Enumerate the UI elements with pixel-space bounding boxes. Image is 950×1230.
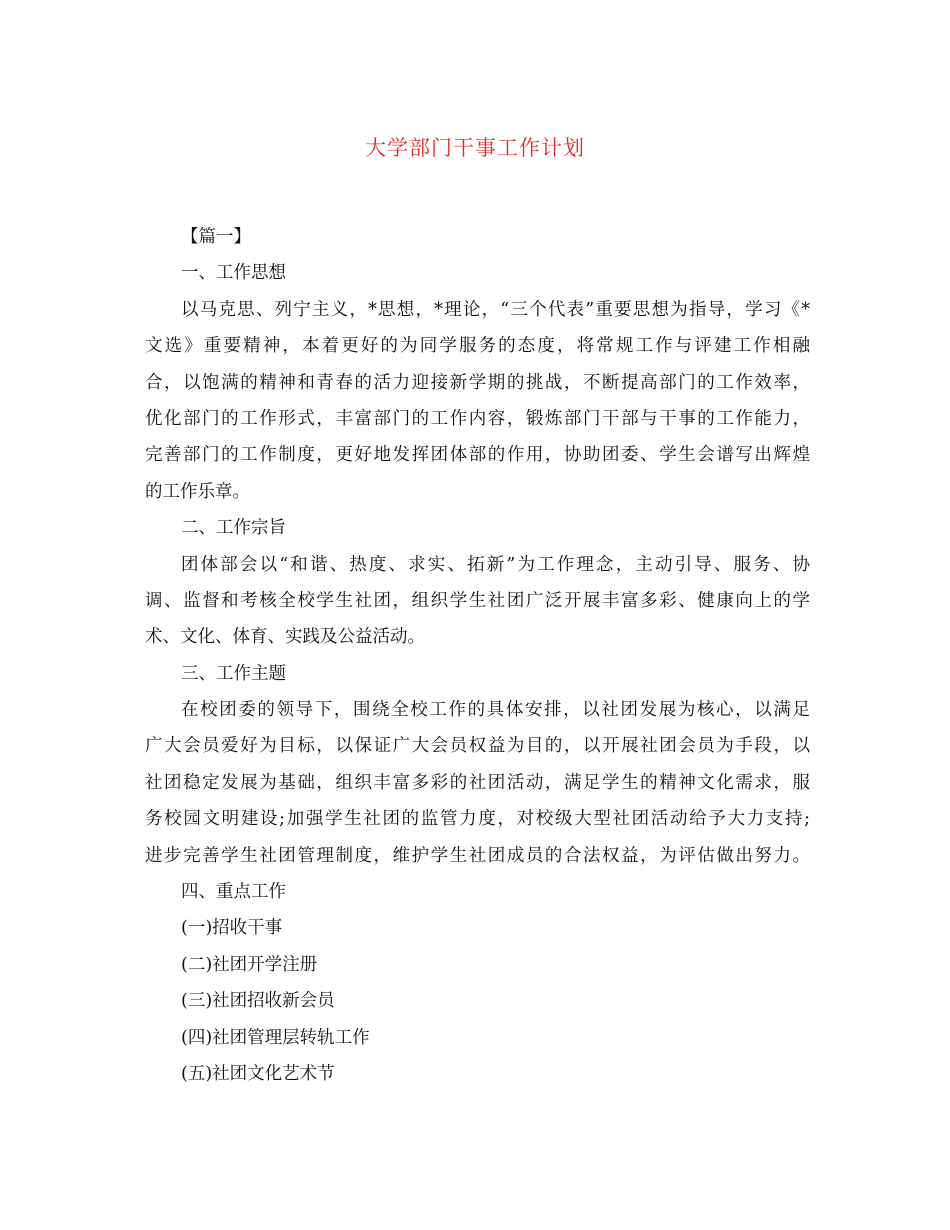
section-label: 【篇一】 bbox=[181, 227, 251, 247]
paragraph-line: 术、文化、体育、实践及公益活动。 bbox=[145, 627, 425, 648]
heading-work-theme: 三、工作主题 bbox=[181, 663, 286, 684]
paragraph-line: 进步完善学生社团管理制度，维护学生社团成员的合法权益，为评估做出努力。 bbox=[145, 845, 810, 866]
document-body bbox=[145, 219, 810, 1092]
paragraph-line: 团体部会以“和谐、热度、求实、拓新”为工作理念，主动引导、服务、协 bbox=[181, 554, 810, 575]
paragraph-line: 完善部门的工作制度，更好地发挥团体部的作用，协助团委、学生会谱写出辉煌 bbox=[145, 445, 810, 466]
paragraph-line: 务校园文明建设;加强学生社团的监管力度，对校级大型社团活动给予大力支持; bbox=[145, 809, 810, 830]
heading-key-work: 四、重点工作 bbox=[181, 882, 286, 903]
paragraph-line: 优化部门的工作形式，丰富部门的工作内容，锻炼部门干部与干事的工作能力， bbox=[145, 408, 810, 429]
document-title: 大学部门干事工作计划 bbox=[365, 136, 585, 160]
paragraph-line: 在校团委的领导下，围绕全校工作的具体安排，以社团发展为核心，以满足 bbox=[181, 700, 810, 721]
paragraph-line: 调、监督和考核全校学生社团，组织学生社团广泛开展丰富多彩、健康向上的学 bbox=[145, 590, 810, 611]
paragraph-line: 社团稳定发展为基础，组织丰富多彩的社团活动，满足学生的精神文化需求，服 bbox=[145, 772, 810, 793]
list-item: (三)社团招收新会员 bbox=[181, 991, 335, 1012]
paragraph-line: 合，以饱满的精神和青春的活力迎接新学期的挑战，不断提高部门的工作效率， bbox=[145, 372, 810, 393]
list-item: (二)社团开学注册 bbox=[181, 954, 318, 975]
list-item: (一)招收干事 bbox=[181, 918, 283, 939]
paragraph-line: 的工作乐章。 bbox=[145, 481, 250, 502]
list-item: (四)社团管理层转轨工作 bbox=[181, 1027, 370, 1048]
paragraph-line: 广大会员爱好为目标，以保证广大会员权益为目的，以开展社团会员为手段，以 bbox=[145, 736, 810, 757]
heading-work-thought: 一、工作思想 bbox=[181, 263, 286, 284]
heading-work-purpose: 二、工作宗旨 bbox=[181, 518, 286, 539]
list-item: (五)社团文化艺术节 bbox=[181, 1063, 335, 1084]
paragraph-line: 文选》重要精神，本着更好的为同学服务的态度，将常规工作与评建工作相融 bbox=[145, 336, 810, 357]
paragraph-line: 以马克思、列宁主义，*思想，*理论，“三个代表”重要思想为指导，学习《* bbox=[181, 299, 810, 320]
